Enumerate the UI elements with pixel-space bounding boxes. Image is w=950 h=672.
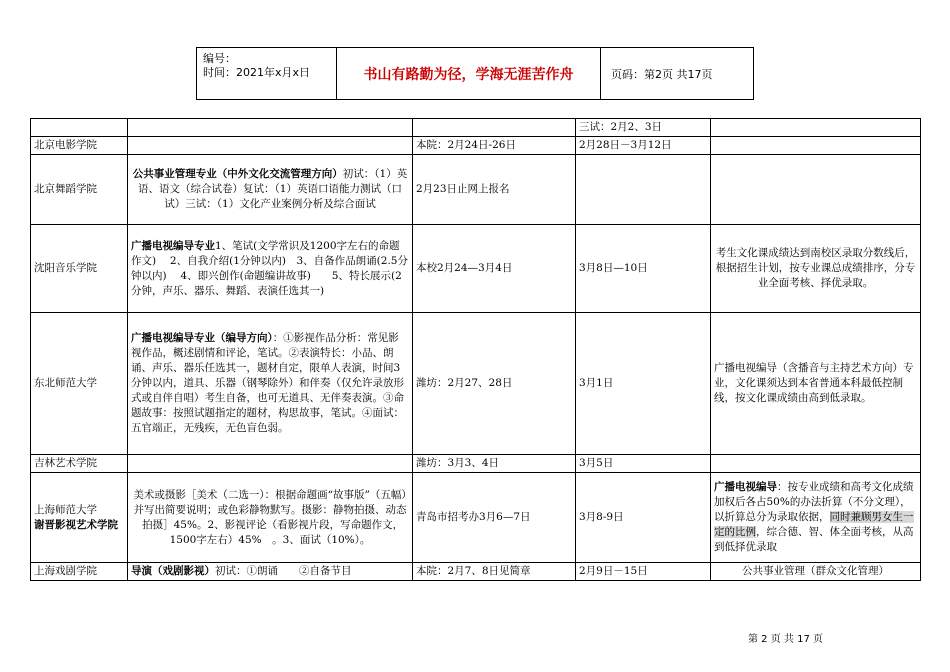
notes-cell: 广播电视编导（含播音与主持艺术方向）专业，文化课须达到本省普通本科最低控制线，按文化课成绩由高到低录取。	[711, 313, 921, 455]
header-page-info: 页码：第2页 共17页	[611, 67, 713, 81]
table-row	[31, 119, 921, 137]
dates2-cell: 3月8-9日	[576, 473, 711, 563]
exam-cell	[128, 313, 413, 455]
table-row	[31, 137, 921, 155]
doc-time-label: 时间：2021年x月x日	[203, 66, 311, 79]
notes-cell	[711, 455, 921, 473]
exam-cell	[128, 225, 413, 313]
notes-cell	[711, 137, 921, 155]
notes-cell	[711, 473, 921, 563]
school-subname: 谢晋影视艺术学院	[34, 518, 118, 531]
notes-text-end: ，综合德、智、体全面考核，从高到低择优录取	[714, 526, 914, 553]
admissions-table	[30, 118, 921, 581]
exam-cell: 美术或摄影［美术（二选一）：根据命题画“故事版”（五幅）并写出简要说明；或色彩静物默写。摄影：静物拍摄、动态拍摄］45%。2、影视评论（看影视片段，写命题作文， 1500字左右）45% 。3、面试（10%）。	[128, 473, 413, 563]
dates1-cell: 本院：2月7、8日见简章	[413, 563, 576, 581]
dates2-cell: 3月1日	[576, 313, 711, 455]
school-cell	[31, 473, 128, 563]
school-cell: 上海戏剧学院	[31, 563, 128, 581]
notes-cell	[711, 155, 921, 225]
dates1-cell: 潍坊：2月27、28日	[413, 313, 576, 455]
exam-cell	[128, 455, 413, 473]
table-row	[31, 473, 921, 563]
notes-cell: 考生文化课成绩达到南校区录取分数线后，根据招生计划，按专业课总成绩排序，分专业全面考核、择优录取。	[711, 225, 921, 313]
dates1-cell: 2月23日止网上报名	[413, 155, 576, 225]
exam-text: 初试：（1）英语、语文（综合试卷）复试：（1）英语口语能力测试（口试）三试：（1）文化产业案例分析及综合面试	[138, 168, 408, 210]
notes-major: 广播电视编导	[714, 481, 777, 493]
school-cell: 沈阳音乐学院	[31, 225, 128, 313]
dates2-cell: 3月5日	[576, 455, 711, 473]
doc-number-label: 编号：	[203, 52, 236, 65]
notes-highlight: 同时兼顾男女生一定的比例	[714, 511, 914, 538]
exam-cell	[128, 563, 413, 581]
dates2-cell: 2月9日－15日	[576, 563, 711, 581]
header-motto: 书山有路勤为径，学海无涯苦作舟	[337, 48, 601, 99]
table-row	[31, 155, 921, 225]
major-title: 导演（戏剧影视）	[131, 565, 215, 577]
table-row	[31, 563, 921, 581]
dates1-cell: 潍坊：3月3、4日	[413, 455, 576, 473]
dates1-cell: 青岛市招考办3月6—7日	[413, 473, 576, 563]
dates2-cell	[576, 155, 711, 225]
notes-cell: 公共事业管理（群众文化管理）	[711, 563, 921, 581]
school-cell: 东北师范大学	[31, 313, 128, 455]
dates2-cell: 2月28日－3月12日	[576, 137, 711, 155]
major-title: 广播电视编导专业	[131, 239, 215, 252]
school-cell: 吉林艺术学院	[31, 455, 128, 473]
table-row	[31, 455, 921, 473]
major-title: 公共事业管理专业（中外文化交流管理方向）	[132, 168, 343, 180]
major-title: 广播电视编导专业（编导方向）	[131, 332, 273, 344]
dates2-cell: 3月8日—10日	[576, 225, 711, 313]
dates1-cell	[413, 119, 576, 137]
exam-cell	[128, 119, 413, 137]
table-row	[31, 225, 921, 313]
notes-cell	[711, 119, 921, 137]
dates1-cell: 本校2月24—3月4日	[413, 225, 576, 313]
exam-text: 初试：①朗诵 ②自备节目	[215, 565, 352, 577]
exam-cell	[128, 137, 413, 155]
exam-text: ：①影视作品分析：常见影视作品，概述剧情和评论，笔试。②表演特长：小品、朗诵、声乐、器乐任选其一，题材自定，限单人表演，时间3分钟以内，道具、乐器（钢琴除外）和伴奏（仅允许录放形式或自伴自唱）考生自备，也可无道具、无伴奏表演。③命题故事：按照试题指定的题材，构思故事，笔试。④面试：五官端正，无残疾，无色盲色弱。	[131, 332, 404, 434]
school-cell: 北京舞蹈学院	[31, 155, 128, 225]
dates1-cell: 本院：2月24日-26日	[413, 137, 576, 155]
school-name: 上海师范大学	[34, 503, 97, 516]
exam-text: 1、笔试(文学常识及1200字左右的命题作文) 2、自我介绍(1分钟以内) 3、自备作品朗诵(2.5分钟以内) 4、即兴创作(命题编讲故事) 5、特长展示(2分钟，声乐、器乐、舞蹈、表演任选其一)	[131, 239, 408, 297]
dates2-cell: 三试：2月2、3日	[576, 119, 711, 137]
notes-text: ：按专业成绩和高考文化成绩加权后各占50%的办法折算（不分文理），以折算总分为录取依据，	[714, 481, 914, 523]
header-meta	[197, 48, 337, 99]
exam-cell	[128, 155, 413, 225]
school-cell: 北京电影学院	[31, 137, 128, 155]
table-row	[31, 313, 921, 455]
page-footer: 第 2 页 共 17 页	[748, 634, 823, 645]
document-header	[196, 47, 754, 100]
school-cell	[31, 119, 128, 137]
